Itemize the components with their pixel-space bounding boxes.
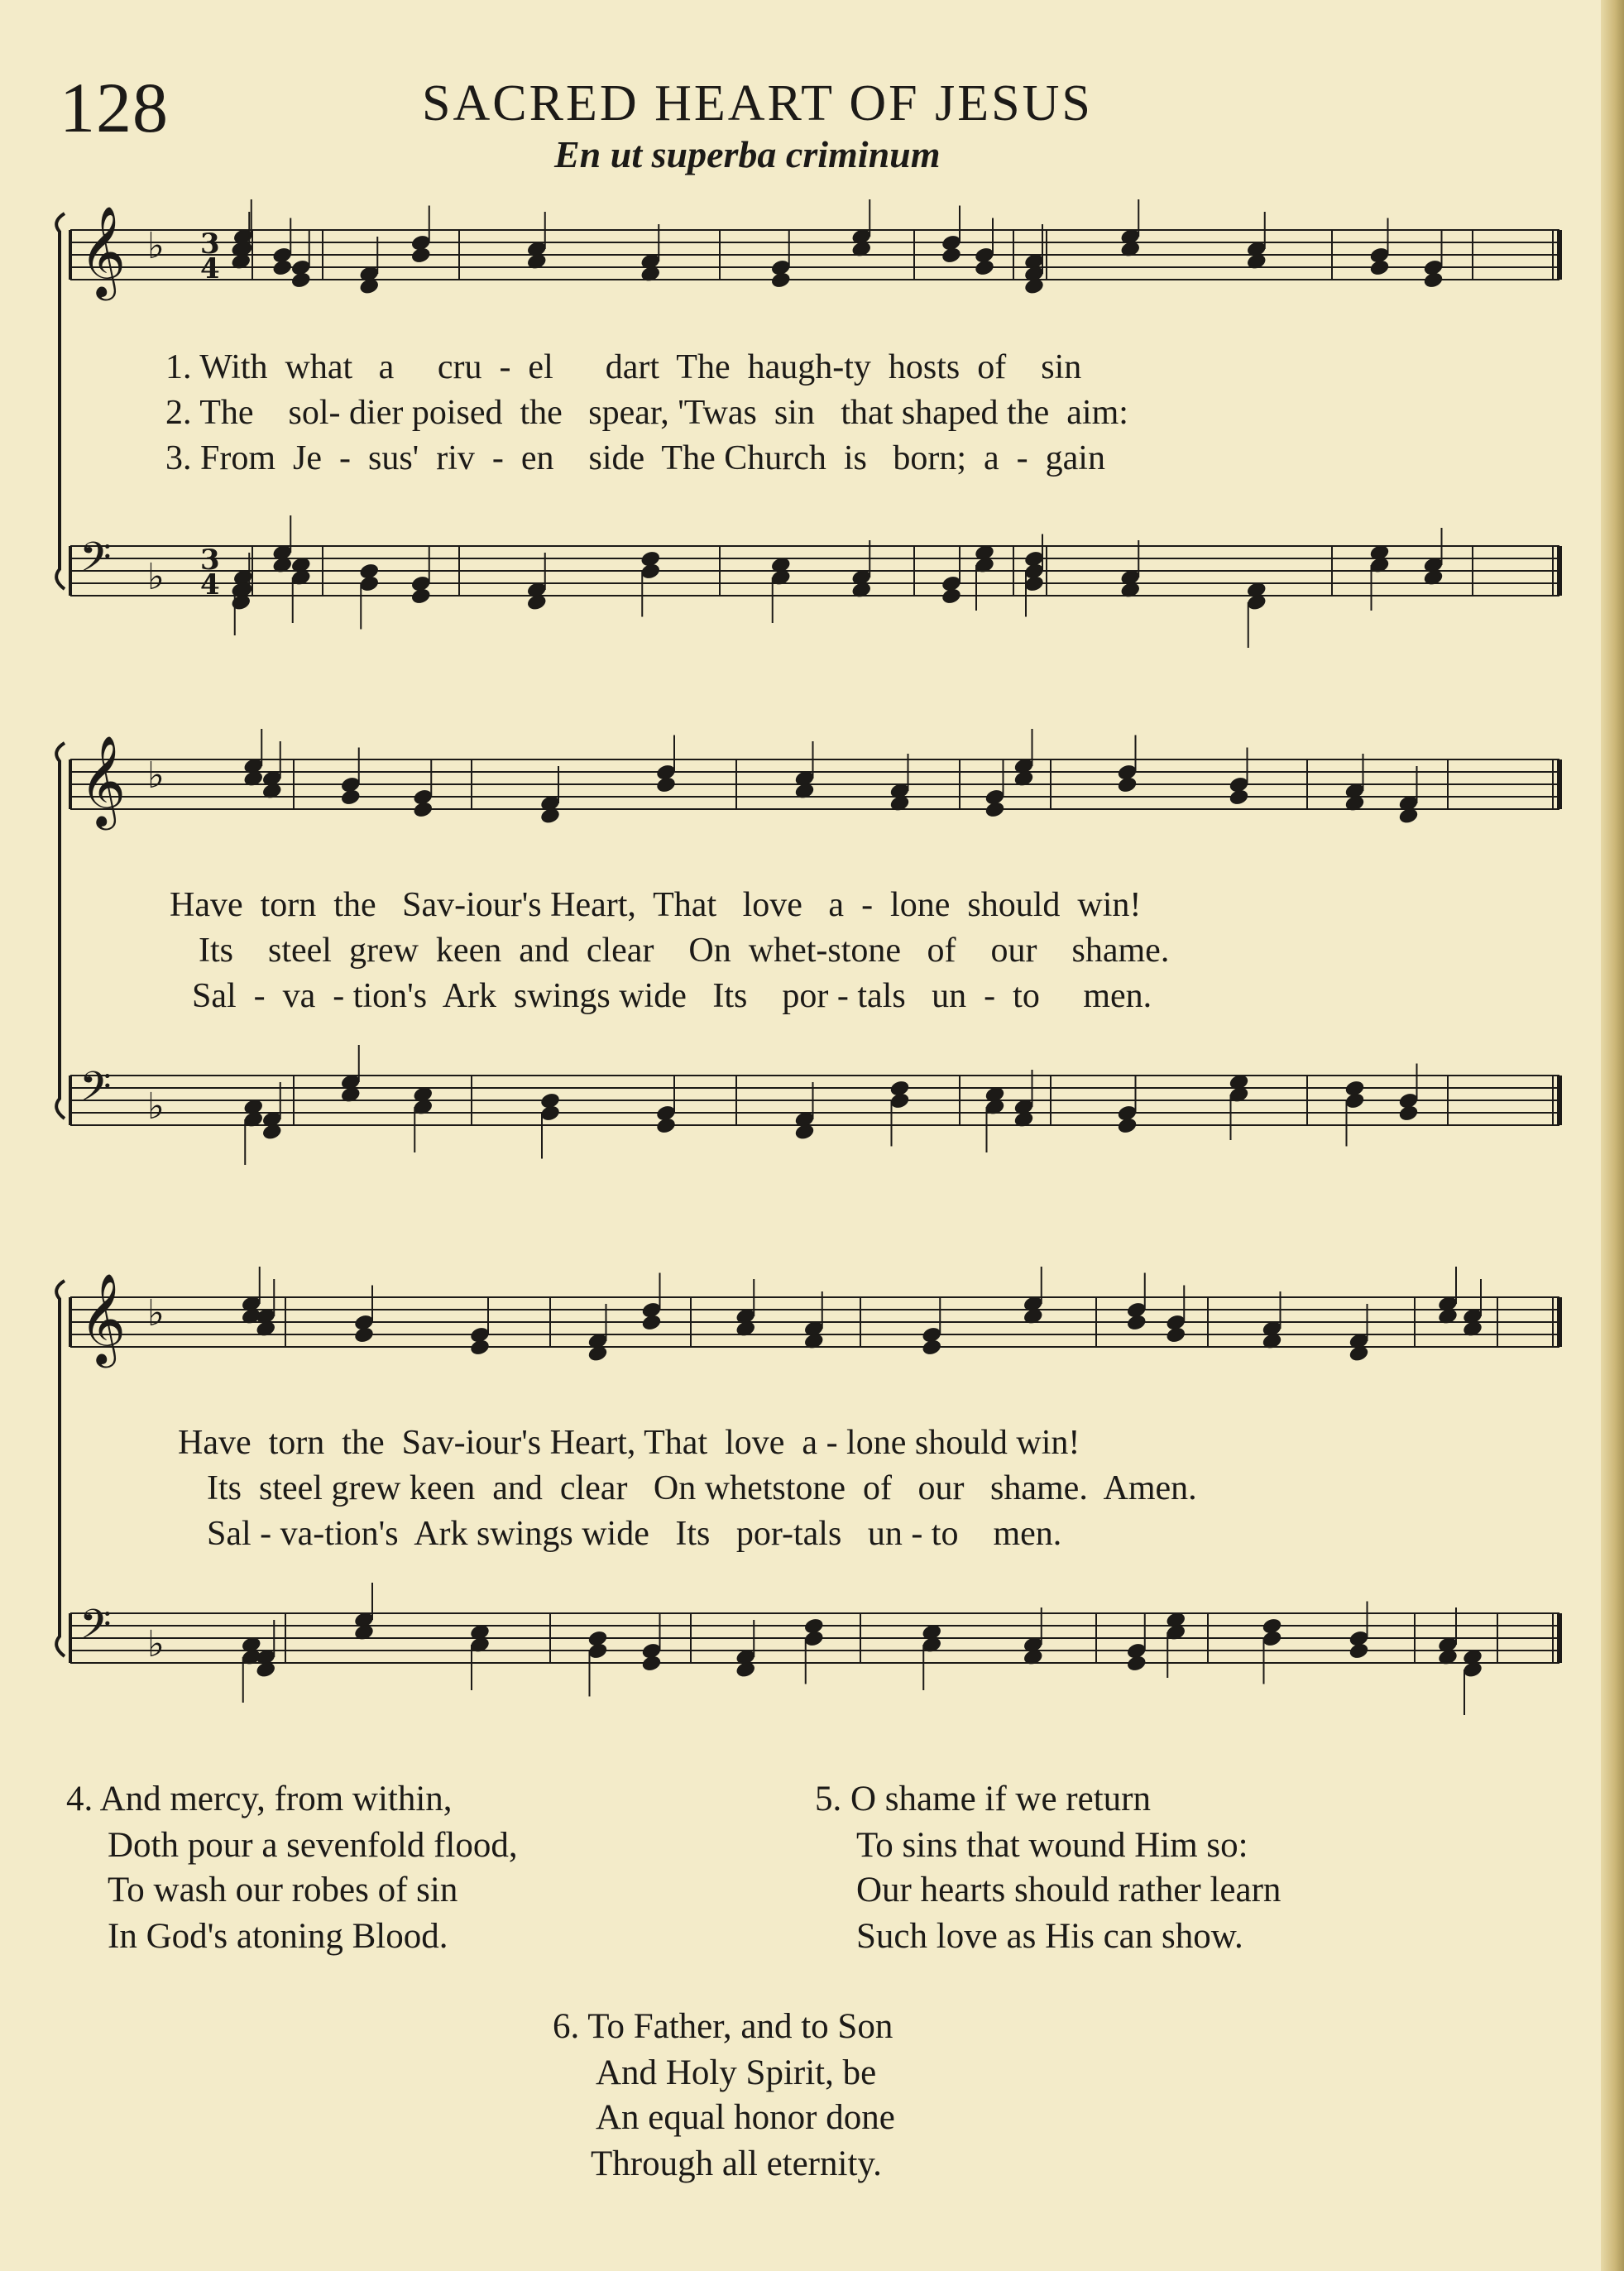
flat-sign: ♭ [147, 755, 165, 797]
lyric-line: 3. From Je - sus' riv - en side The Church is born; a - gain [165, 439, 1105, 477]
note-head [984, 800, 1005, 819]
verse-line: 4. And mercy, from within, [66, 1780, 453, 1818]
verse-line: Our hearts should rather learn [856, 1871, 1281, 1909]
note-head [410, 587, 432, 606]
music-system-2 [0, 720, 1624, 1200]
hymn-title: SACRED HEART OF JESUS [422, 75, 1093, 132]
treble-clef: 𝄞 [79, 735, 127, 826]
note-head [340, 788, 362, 807]
flat-sign: ♭ [147, 1292, 165, 1334]
flat-sign: ♭ [147, 556, 165, 598]
verse-line: An equal honor done [596, 2098, 895, 2137]
verse-line: And Holy Spirit, be [596, 2053, 877, 2092]
bass-clef: 𝄢 [79, 534, 112, 592]
note-head [1126, 1654, 1147, 1673]
lyric-line: Its steel grew keen and clear On whet-stone of our shame. [199, 932, 1170, 970]
note-head [770, 271, 792, 290]
system-brace [56, 743, 65, 1119]
time-signature: 3 [200, 544, 220, 577]
note-head [469, 1338, 491, 1357]
flat-sign: ♭ [147, 1623, 165, 1665]
lyric-line: Sal - va - tion's Ark swings wide Its por - tals un - to men. [192, 977, 1152, 1015]
note-head [1422, 271, 1444, 290]
system-brace [56, 213, 65, 589]
note-head [1368, 258, 1390, 277]
note-head [1348, 1641, 1369, 1660]
verse-line: Doth pour a sevenfold flood, [108, 1826, 518, 1865]
note-head [974, 258, 995, 277]
lyric-line: 1. With what a cru - el dart The haugh-ty hosts of sin [165, 348, 1082, 386]
lyric-line: 2. The sol- dier poised the spear, 'Twas sin that shaped the aim: [165, 394, 1128, 432]
note-head [1116, 775, 1138, 794]
music-system-1 [0, 190, 1624, 670]
note-head [1116, 1116, 1138, 1135]
time-signature: 3 [200, 228, 220, 261]
treble-clef: 𝄞 [79, 1273, 127, 1364]
bass-clef: 𝄢 [79, 1063, 112, 1121]
note-head [1228, 788, 1249, 807]
time-signature: 4 [200, 252, 220, 285]
verse-line: Such love as His can show. [856, 1917, 1243, 1956]
verse-line: Through all eternity. [591, 2144, 882, 2183]
note-head [1126, 1313, 1147, 1332]
verse-line: 6. To Father, and to Son [553, 2007, 893, 2046]
lyric-line: Its steel grew keen and clear On whetstone of our shame. Amen. [207, 1469, 1197, 1507]
note-head [941, 246, 962, 265]
verse-line: To sins that wound Him so: [856, 1826, 1248, 1865]
note-head [290, 271, 312, 290]
note-head [271, 258, 293, 277]
note-head [412, 800, 434, 819]
lyric-line: Sal - va-tion's Ark swings wide Its por-tals un - to men. [207, 1515, 1062, 1553]
note-head [640, 1654, 662, 1673]
note-head [921, 1338, 942, 1357]
verse-line: To wash our robes of sin [108, 1871, 458, 1909]
music-system-3 [0, 1258, 1624, 1737]
note-head [1397, 1104, 1419, 1123]
note-head [655, 775, 677, 794]
note-head [410, 246, 432, 265]
flat-sign: ♭ [147, 225, 165, 267]
note-head [1165, 1325, 1186, 1344]
treble-clef: 𝄞 [79, 206, 127, 297]
time-signature: 4 [200, 568, 220, 601]
note-head [353, 1325, 375, 1344]
hymn-subtitle: En ut superba criminum [554, 133, 941, 175]
note-head [640, 1313, 662, 1332]
note-head [941, 587, 962, 606]
bass-clef: 𝄢 [79, 1601, 112, 1659]
verse-line: In God's atoning Blood. [108, 1917, 448, 1956]
page-number: 128 [60, 68, 169, 147]
flat-sign: ♭ [147, 1085, 165, 1128]
note-head [655, 1116, 677, 1135]
verse-line: 5. O shame if we return [815, 1780, 1151, 1818]
lyric-line: Have torn the Sav-iour's Heart, That love a - lone should win! [170, 886, 1142, 924]
system-brace [56, 1281, 65, 1656]
lyric-line: Have torn the Sav-iour's Heart, That love a - lone should win! [178, 1424, 1080, 1462]
